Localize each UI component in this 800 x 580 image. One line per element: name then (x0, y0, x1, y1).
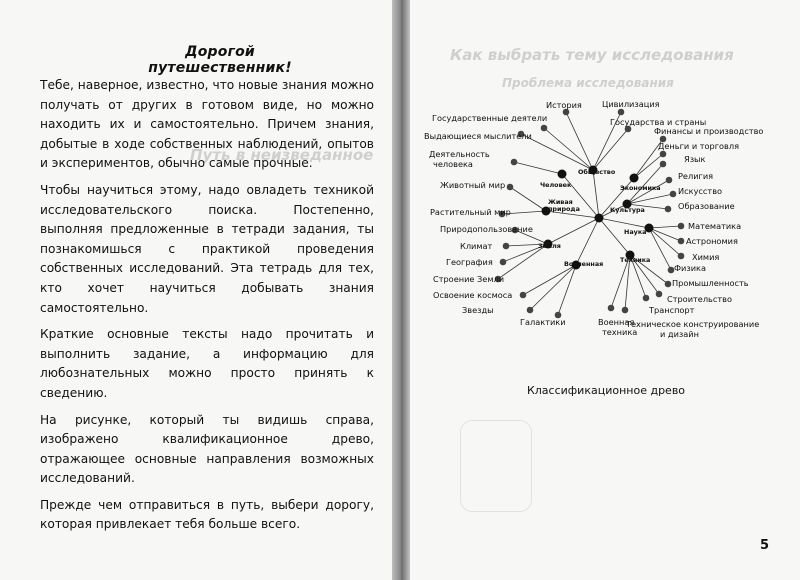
hub-label: Человек (540, 181, 572, 189)
connector-line (514, 162, 562, 174)
leaf-label: Религия (678, 171, 714, 181)
leaf-label: Язык (684, 154, 706, 164)
connector-line (593, 170, 599, 218)
leaf-label: Финансы и производство (654, 126, 764, 136)
leaf-node (511, 159, 518, 166)
paragraph: На рисунке, который ты видишь справа, изображено квалификационное древо, отражающее основные направления возможных исследований. (40, 412, 374, 486)
page-title: Дорогой путешественник! (148, 44, 292, 76)
leaf-node (527, 307, 534, 314)
hub-label: Живая природа (548, 198, 580, 213)
leaf-node (678, 253, 685, 260)
hub-node (630, 174, 639, 183)
leaf-node (643, 295, 650, 302)
leaf-label: Математика (688, 221, 742, 231)
paragraph: Тебе, наверное, известно, что новые знания можно получать от других в готовом виде, но можно находить их и самостоятельно. Причем знания, добытые в ходе собственных наблюдений, опытов и экспериментов, обычно самые прочные. (40, 78, 374, 171)
center-node (595, 214, 604, 223)
bleed-through-heading: Как выбрать тему исследования (450, 46, 734, 64)
connector-line (566, 112, 593, 170)
leaf-node (665, 206, 672, 213)
book-spine (392, 0, 410, 580)
leaf-node (500, 259, 507, 266)
leaf-node (660, 151, 667, 158)
paragraph: Прежде чем отправиться в путь, выбери дорогу, которая привлекает тебя больше всего. (40, 497, 374, 532)
connector-line (649, 228, 681, 256)
leaf-label: Выдающиеся мыслители (424, 131, 532, 141)
leaf-label: Климат (460, 241, 493, 251)
leaf-label: Строительство (667, 294, 732, 304)
leaf-node (622, 307, 629, 314)
leaf-label: Химия (692, 252, 720, 262)
paragraph: Краткие основные тексты надо прочитать и выполнить задание, а информацию для любознательных можно просто принять к сведению. (40, 327, 374, 400)
labels (424, 99, 763, 339)
leaf-label: Физика (674, 263, 707, 273)
connector-line (576, 218, 599, 265)
leaf-node (503, 243, 510, 250)
hub-label: Техника (620, 256, 651, 264)
hub-label: Экономика (620, 184, 661, 192)
paragraph: Чтобы научиться этому, надо овладеть техникой исследовательского поиска. Постепенно, выполняя предложенные в тетради задания, ты познакомишься с практикой проведения собственных исследований. Эта тетрадь для тех, кто хочет научиться добывать знания самостоятельно. (40, 182, 374, 315)
leaf-node (656, 291, 663, 298)
leaf-label: Цивилизация (602, 99, 660, 109)
leaf-node (678, 223, 685, 230)
leaf-node (507, 184, 514, 191)
hub-label: Вселенная (564, 260, 604, 268)
right-page (410, 0, 800, 580)
body-text (40, 76, 374, 542)
leaf-label: Природопользование (440, 224, 533, 234)
connector-line (649, 228, 671, 270)
connector-line (510, 187, 546, 211)
connector-line (649, 228, 681, 241)
leaf-label: Государственные деятели (432, 113, 548, 123)
leaf-node (678, 238, 685, 245)
leaf-label: Деятельность человека (429, 149, 490, 169)
leaf-node (660, 161, 667, 168)
hub-label: Общество (578, 168, 616, 176)
hub-label: Культура (610, 206, 645, 214)
leaf-node (665, 281, 672, 288)
leaf-label: История (546, 100, 582, 110)
connector-line (558, 265, 576, 315)
leaf-label: Деньги и торговля (658, 141, 740, 151)
connector-line (634, 154, 663, 178)
leaf-node (520, 292, 527, 299)
leaf-label: География (446, 257, 493, 267)
hub-node (558, 170, 567, 179)
leaf-label: Техническое конструирование и дизайн (626, 319, 760, 339)
leaf-label: Государства и страны (610, 117, 707, 127)
connector-line (649, 226, 681, 228)
leaf-label: Образование (678, 201, 735, 211)
leaf-label: Растительный мир (430, 207, 511, 217)
leaf-label: Промышленность (672, 278, 749, 288)
connector-line (548, 218, 599, 244)
classification-tree-diagram (410, 0, 800, 420)
leaf-node (670, 191, 677, 198)
diagram-caption: Классификационное древо (526, 384, 686, 397)
connector-line (627, 194, 673, 204)
leaf-label: Звезды (462, 305, 494, 315)
hub-label: Наука (624, 228, 647, 236)
leaf-label: Искусство (678, 186, 723, 196)
bleed-through-text: Путь в неизведанное (190, 146, 374, 164)
leaf-label: Строение Земли (433, 274, 505, 284)
leaf-label: Транспорт (649, 305, 695, 315)
leaf-label: Военная техника (598, 317, 638, 337)
leaf-label: Освоение космоса (433, 290, 513, 300)
leaf-node (608, 305, 615, 312)
page-number: 5 (760, 538, 770, 553)
leaf-label: Животный мир (440, 180, 506, 190)
bleed-through-illustration (460, 420, 532, 512)
leaf-node (666, 177, 673, 184)
leaf-label: Галактики (520, 317, 566, 327)
connector-lines (498, 112, 681, 315)
bleed-through-subheading: Проблема исследования (502, 76, 674, 90)
connector-line (593, 129, 628, 170)
leaf-node (618, 109, 625, 116)
left-page (0, 0, 392, 580)
hub-label: Земля (538, 242, 561, 250)
leaf-label: Астрономия (686, 236, 738, 246)
leaf-node (541, 125, 548, 132)
